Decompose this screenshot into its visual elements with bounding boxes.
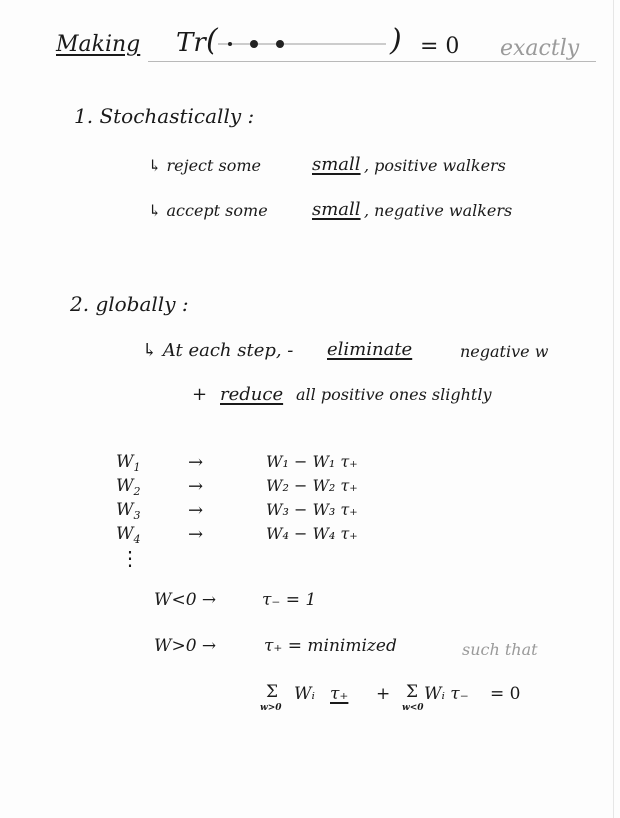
mapping-row bbox=[116, 526, 416, 548]
section1-bullet2-rest: , negative walkers bbox=[364, 201, 513, 220]
section2-eliminate: eliminate bbox=[327, 339, 413, 360]
mapping-arrow: → bbox=[188, 524, 204, 545]
mapping-ellipsis: ⋮ bbox=[120, 546, 140, 570]
condition-positive-lhs: W>0 → bbox=[154, 636, 217, 656]
section1-bullet1-small: small bbox=[312, 154, 361, 175]
section1-bullet2-prefix: ↳ accept some bbox=[148, 201, 268, 220]
mapping-result: W₃ − W₃ τ₊ bbox=[266, 500, 358, 519]
mapping-result: W₄ − W₄ τ₊ bbox=[266, 524, 358, 543]
condition-negative-rhs: τ₋ = 1 bbox=[262, 590, 317, 610]
mapping-arrow: → bbox=[188, 500, 204, 521]
mapping-result: W₂ − W₂ τ₊ bbox=[266, 476, 358, 495]
equation-sum-positive-sub: w>0 bbox=[260, 703, 282, 713]
mapping-arrow: → bbox=[188, 476, 204, 497]
equation-plus: + bbox=[376, 684, 391, 704]
walker-dot-1 bbox=[228, 42, 232, 46]
title-underline bbox=[148, 61, 596, 62]
title-exactly: exactly bbox=[500, 36, 580, 61]
walker-dot-3 bbox=[276, 40, 284, 48]
walker-dot-2 bbox=[250, 40, 258, 48]
section2-step-rest: negative w bbox=[460, 342, 549, 361]
equation-term-negative: Wᵢ τ₋ bbox=[424, 684, 469, 704]
title-open-paren: ( bbox=[206, 23, 218, 58]
section1-bullet1-rest: , positive walkers bbox=[364, 156, 506, 175]
section1-bullet1-prefix: ↳ reject some bbox=[148, 156, 261, 175]
mapping-result: W₁ − W₁ τ₊ bbox=[266, 452, 358, 471]
section2-step-prefix: ↳ At each step, - bbox=[142, 340, 294, 361]
equation-term-positive: Wᵢ bbox=[294, 684, 315, 704]
title-close-paren: ) bbox=[390, 23, 402, 58]
mapping-row bbox=[116, 502, 416, 524]
page-edge-line bbox=[613, 0, 614, 818]
condition-such-that: such that bbox=[462, 640, 538, 659]
equation-sum-positive: Σ bbox=[266, 682, 279, 702]
section1-heading: 1. Stochastically : bbox=[74, 104, 255, 128]
mapping-w: $W_2$ bbox=[116, 476, 141, 498]
title-equals-zero: = 0 bbox=[420, 34, 460, 59]
mapping-w: $W_4$ bbox=[116, 524, 141, 546]
mapping-w: $W_3$ bbox=[116, 500, 141, 522]
section2-reduce: reduce bbox=[220, 384, 284, 405]
equation-sum-negative: Σ bbox=[406, 682, 419, 702]
mapping-row bbox=[116, 478, 416, 500]
section2-plus: + bbox=[192, 384, 208, 405]
title-tr: Tr bbox=[176, 28, 206, 58]
equation-equals-zero: = 0 bbox=[490, 684, 521, 704]
walker-line-diagram bbox=[214, 34, 390, 54]
section1-bullet2-small: small bbox=[312, 199, 361, 220]
equation-sum-negative-sub: w<0 bbox=[402, 703, 424, 713]
equation-tau-plus: τ₊ bbox=[330, 684, 349, 704]
condition-negative-lhs: W<0 → bbox=[154, 590, 217, 610]
section2-heading: 2. globally : bbox=[70, 292, 189, 316]
mapping-w: $W_1$ bbox=[116, 452, 141, 474]
mapping-arrow: → bbox=[188, 452, 204, 473]
section2-reduce-rest: all positive ones slightly bbox=[296, 385, 492, 404]
title-making: Making bbox=[56, 32, 141, 57]
mapping-row bbox=[116, 454, 416, 476]
condition-positive-rhs: τ₊ = minimized bbox=[264, 636, 397, 656]
